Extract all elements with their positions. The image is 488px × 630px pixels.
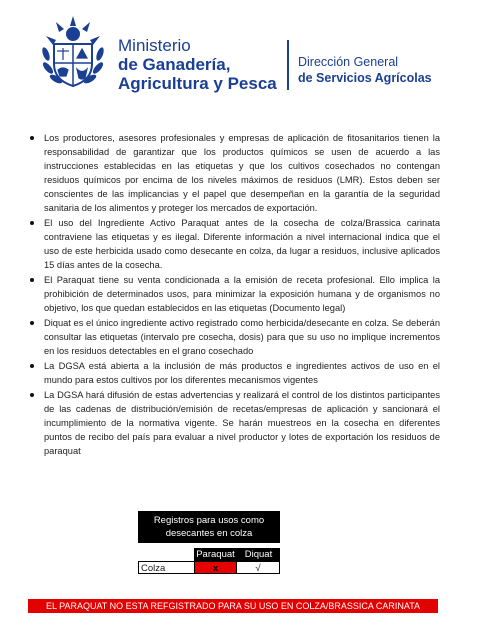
direction-name [298, 54, 432, 86]
direction-line-1: Dirección General [298, 55, 399, 69]
bullet-text: Diquat es el único ingrediente activo registrado como herbicida/desecante en colza. Se deberán consultar las etiquetas (intervalo pre cosecha, dosis) para que su uso no implique incrementos en los residuos detectables en el grano cosechado [44, 318, 440, 356]
table-title: Registros para usos como desecantes en colza [138, 511, 280, 543]
table-header-row [138, 548, 280, 561]
direction-line-2: de Servicios Agrícolas [298, 71, 432, 85]
registration-table [138, 511, 280, 574]
bullet-list [30, 131, 440, 459]
table-header-diquat: Diquat [244, 549, 273, 560]
diquat-cell: √ [237, 561, 280, 574]
bullet-dot-icon [30, 393, 34, 397]
bullet-text: El Paraquat tiene su venta condicionada a la emisión de receta profesional. Ello implica la prohibición de determinados usos, para minimizar la exposición humana y de organismos no objetivo, los que quedan establecidos en las etiquetas (Documento legal) [44, 275, 440, 313]
bullet-dot-icon [30, 136, 34, 140]
bullet-item [30, 216, 440, 272]
header-divider [287, 40, 289, 90]
letterhead [0, 0, 488, 110]
table-header-paraquat: Paraquat [196, 549, 235, 560]
bullet-item [30, 316, 440, 358]
bullet-item [30, 273, 440, 315]
row-label-colza: Colza [138, 561, 194, 574]
ministry-name [118, 36, 277, 93]
warning-banner: EL PARAQUAT NO ESTA REFGISTRADO PARA SU USO EN COLZA/BRASSICA CARINATA [28, 599, 438, 613]
bullet-dot-icon [30, 278, 34, 282]
bullet-item [30, 359, 440, 387]
bullet-text: El uso del Ingrediente Activo Paraquat antes de la cosecha de colza/Brassica carinata contraviene las etiquetas y es ilegal. Diferente información a nivel internacional indica que el uso de este herbicida usado como desecante en colza, da lugar a residuos, inclusive aplicados 15 días antes de la cosecha. [44, 218, 440, 270]
ministry-line-2: de Ganadería, [118, 55, 231, 74]
paraquat-cell: x [194, 561, 237, 574]
ministry-line-1: Ministerio [118, 36, 191, 55]
bullet-text: Los productores, asesores profesionales y empresas de aplicación de fitosanitarios tienen la responsabilidad de garantizar que los productos químicos se usen de acuerdo a las instrucciones establecidas en las etiquetas y que los cultivos cosechados no contengan residuos químicos por encima de los niveles máximos de residuos (LMR). Estos deben ser conscientes de las implicancias y el papel que desempeñan en la garantía de la seguridad sanitaria de los alimentos y proteger los mercados de exportación. [44, 133, 440, 213]
ministry-line-3: Agricultura y Pesca [118, 74, 277, 93]
table-header-empty [138, 548, 194, 561]
bullet-item [30, 388, 440, 458]
bullet-dot-icon [30, 221, 34, 225]
bullet-dot-icon [30, 321, 34, 325]
bullet-text: La DGSA hará difusión de estas advertencias y realizará el control de los distintos participantes de las cadenas de distribución/emisión de recetas/empresas de aplicación y sancionará el incumplimiento de la normativa vigente. Se harán muestreos en la cosecha en diferentes puntos de recibo del país para evaluar a nivel productor y lotes de exportación los residuos de paraquat [44, 390, 440, 456]
table-row [138, 561, 280, 574]
bullet-dot-icon [30, 364, 34, 368]
bullet-item [30, 131, 440, 215]
uruguay-coat-of-arms-icon [36, 14, 110, 90]
bullet-text: La DGSA está abierta a la inclusión de más productos e ingredientes activos de uso en el mundo para estos cultivos por los diferentes mecanismos vigentes [44, 361, 440, 385]
